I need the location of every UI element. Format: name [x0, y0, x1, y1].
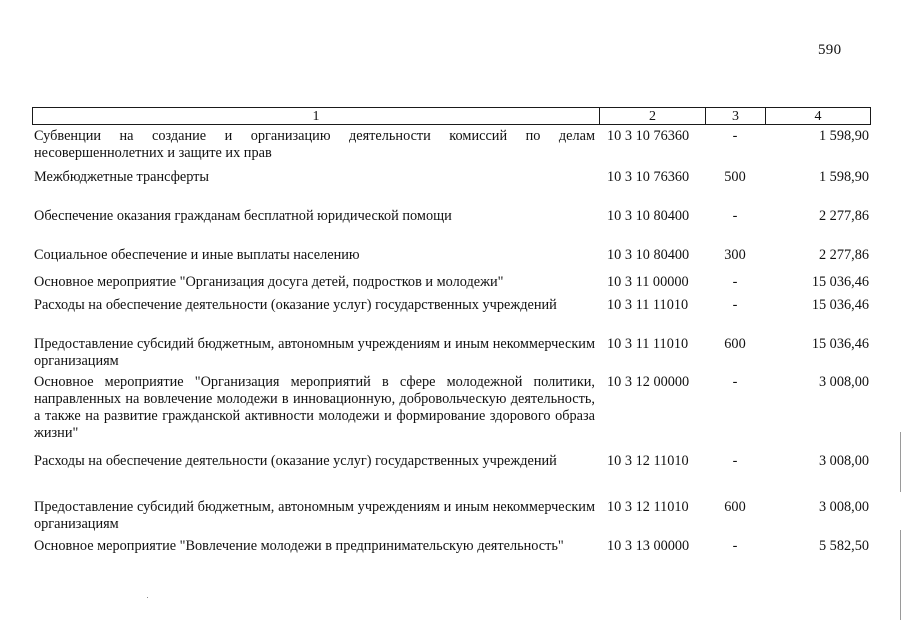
row-description: Обеспечение оказания гражданам бесплатной юридической помощи	[34, 208, 452, 224]
row-description: Субвенции на создание и организацию деятельности комиссий по делам несовершеннолетних и защите их прав	[34, 128, 595, 161]
row-expense-type: 500	[724, 169, 746, 185]
table-header-row	[32, 107, 871, 125]
row-description: Расходы на обеспечение деятельности (оказание услуг) государственных учреждений	[34, 453, 557, 469]
column-header-amount: 4	[814, 109, 822, 124]
row-code: 10 3 12 00000	[607, 374, 690, 390]
row-expense-type: -	[732, 128, 738, 144]
row-expense-type: 600	[724, 336, 746, 352]
row-code: 10 3 13 00000	[607, 538, 690, 554]
row-description: Межбюджетные трансферты	[34, 169, 210, 185]
row-amount: 1 598,90	[818, 128, 869, 144]
scan-edge-line	[900, 530, 901, 620]
row-expense-type: 600	[724, 499, 746, 515]
row-code: 10 3 10 76360	[607, 169, 690, 185]
row-amount: 5 582,50	[818, 538, 869, 554]
row-description: Предоставление субсидий бюджетным, автономным учреждениям и иным некоммерческим организациям	[34, 336, 595, 369]
row-code: 10 3 12 11010	[607, 453, 689, 469]
row-expense-type: 300	[724, 247, 746, 263]
row-description: Основное мероприятие "Организация досуга детей, подростков и молодежи"	[34, 274, 504, 290]
row-expense-type: -	[732, 538, 738, 554]
row-expense-type: -	[732, 453, 738, 469]
row-amount: 15 036,46	[811, 297, 869, 313]
column-header-expense-type: 3	[706, 108, 766, 124]
row-amount: 3 008,00	[818, 499, 869, 515]
row-amount: 1 598,90	[818, 169, 869, 185]
column-header-description: 1	[33, 108, 600, 124]
row-amount: 3 008,00	[818, 374, 869, 390]
row-amount: 15 036,46	[811, 274, 869, 290]
row-amount: 2 277,86	[818, 247, 869, 263]
row-description: Основное мероприятие "Организация мероприятий в сфере молодежной политики, направленных на вовлечение молодежи в инновационную, добровольческую деятельность, а также на развитие гражданской активности молодежи и формирование здорового образа жизни"	[34, 374, 595, 441]
row-amount: 2 277,86	[818, 208, 869, 224]
row-amount: 15 036,46	[811, 336, 869, 352]
row-code: 10 3 11 00000	[607, 274, 689, 290]
row-expense-type: -	[732, 297, 738, 313]
row-description: Социальное обеспечение и иные выплаты населению	[34, 247, 360, 263]
row-description: Расходы на обеспечение деятельности (оказание услуг) государственных учреждений	[34, 297, 557, 313]
page-number: 590	[818, 42, 842, 58]
row-code: 10 3 10 76360	[607, 128, 690, 144]
row-code: 10 3 11 11010	[607, 297, 689, 313]
row-code: 10 3 10 80400	[607, 208, 690, 224]
row-code: 10 3 12 11010	[607, 499, 689, 515]
row-code: 10 3 10 80400	[607, 247, 690, 263]
column-header-code: 2	[600, 108, 706, 124]
row-description: Основное мероприятие "Вовлечение молодежи в предпринимательскую деятельность"	[34, 538, 564, 554]
scan-edge-line	[900, 432, 901, 492]
row-description: Предоставление субсидий бюджетным, автономным учреждениям и иным некоммерческим организациям	[34, 499, 595, 532]
row-expense-type: -	[732, 274, 738, 290]
scan-speck	[147, 597, 148, 598]
row-expense-type: -	[732, 208, 738, 224]
row-expense-type: -	[732, 374, 738, 390]
row-amount: 3 008,00	[818, 453, 869, 469]
row-code: 10 3 11 11010	[607, 336, 689, 352]
